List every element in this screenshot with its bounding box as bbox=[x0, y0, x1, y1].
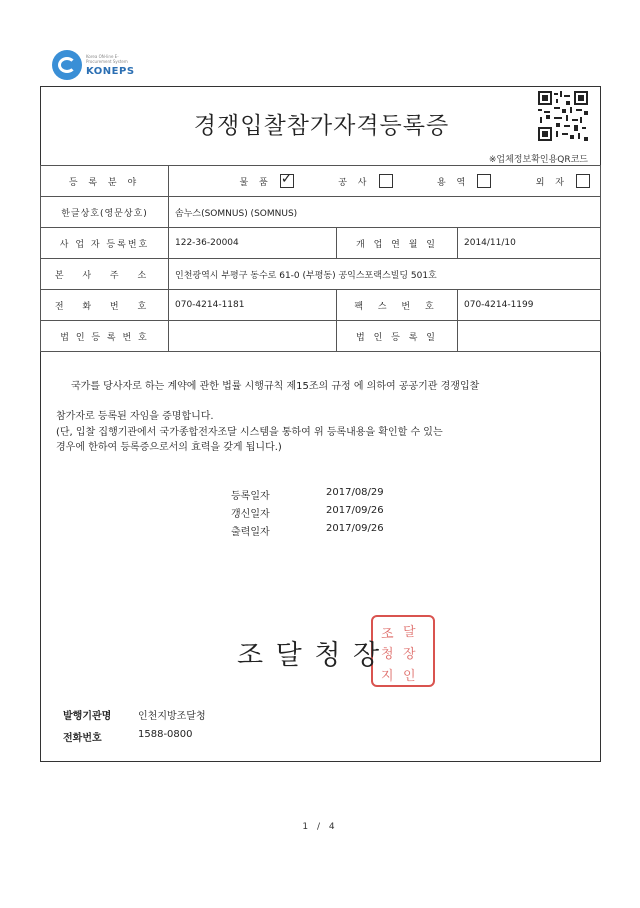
registration-info-table bbox=[40, 165, 601, 352]
logo-mark-icon bbox=[52, 50, 82, 80]
address-label: 본 사 주 소 bbox=[41, 259, 169, 290]
registered-date-value: 2017/08/29 bbox=[326, 487, 384, 498]
issuer-phone-label: 전화번호 bbox=[63, 733, 102, 744]
qr-code-icon bbox=[538, 91, 588, 141]
checkbox-empty-icon bbox=[477, 174, 491, 188]
option-construction[interactable] bbox=[338, 174, 392, 188]
renewed-date-label: 갱신일자 bbox=[231, 509, 270, 520]
logo-tagline: Korea ON-line E-Procurement System bbox=[86, 54, 128, 64]
koneps-logo bbox=[52, 46, 142, 86]
printed-date-value: 2017/09/26 bbox=[326, 523, 384, 534]
option-service-label: 용 역 bbox=[437, 177, 470, 188]
corp-reg-value bbox=[169, 321, 337, 352]
corp-date-label: 법 인 등 록 일 bbox=[337, 321, 458, 352]
table-row bbox=[41, 197, 601, 228]
option-foreign[interactable] bbox=[536, 174, 590, 188]
checkbox-empty-icon bbox=[379, 174, 393, 188]
option-construction-label: 공 사 bbox=[338, 177, 371, 188]
printed-date-label: 출력일자 bbox=[231, 527, 270, 538]
table-row bbox=[41, 290, 601, 321]
certificate-frame bbox=[40, 86, 601, 762]
corp-reg-label: 법 인 등 록 번 호 bbox=[41, 321, 169, 352]
biz-reg-label: 사 업 자 등록번호 bbox=[41, 228, 169, 259]
category-label: 등 록 분 야 bbox=[41, 166, 169, 197]
phone-value: 070-4214-1181 bbox=[169, 290, 337, 321]
official-seal-icon: 조 달 청 장 지 인 bbox=[371, 615, 435, 687]
logo-name: KONEPS bbox=[86, 66, 135, 77]
registered-date-label: 등록일자 bbox=[231, 491, 270, 502]
table-row bbox=[41, 228, 601, 259]
fax-label: 팩 스 번 호 bbox=[337, 290, 458, 321]
statement-line-3: (단, 입찰 집행기관에서 국가종합전자조달 시스템을 통하여 위 등록내용을 확인할 수 있는 bbox=[56, 427, 443, 438]
table-row bbox=[41, 321, 601, 352]
company-name-label: 한글상호(영문상호) bbox=[41, 197, 169, 228]
option-service[interactable] bbox=[437, 174, 491, 188]
issuing-agency-value: 인천지방조달청 bbox=[138, 711, 206, 722]
statement-line-1: 국가를 당사자로 하는 계약에 관한 법률 시행규칙 제15조의 규정 에 의하여 공공기관 경쟁입찰 bbox=[71, 381, 480, 392]
category-options bbox=[169, 166, 601, 197]
issuing-agency-label: 발행기관명 bbox=[63, 711, 112, 722]
option-goods[interactable] bbox=[240, 174, 294, 188]
statement-line-4: 경우에 한하여 등록증으로서의 효력을 갖게 됩니다.) bbox=[56, 442, 282, 453]
renewed-date-value: 2017/09/26 bbox=[326, 505, 384, 516]
option-foreign-label: 외 자 bbox=[535, 177, 568, 188]
open-date-value: 2014/11/10 bbox=[458, 228, 601, 259]
table-row bbox=[41, 259, 601, 290]
fax-value: 070-4214-1199 bbox=[458, 290, 601, 321]
biz-reg-value: 122-36-20004 bbox=[169, 228, 337, 259]
page-indicator: 1 / 4 bbox=[302, 822, 338, 832]
company-name-value: 솜누스(SOMNUS) (SOMNUS) bbox=[169, 197, 601, 228]
statement-line-2: 참가자로 등록된 자임을 증명합니다. bbox=[56, 411, 214, 422]
document-title: 경쟁입찰참가자격등록증 bbox=[193, 113, 450, 139]
table-row bbox=[41, 166, 601, 197]
checkbox-checked-icon bbox=[280, 174, 294, 188]
phone-label: 전 화 번 호 bbox=[41, 290, 169, 321]
address-value: 인천광역시 부평구 동수로 61-0 (부평동) 공익스포랙스빌딩 501호 bbox=[169, 259, 601, 290]
issuer-name: 조 달 청 장 bbox=[237, 640, 382, 671]
issuer-phone-value: 1588-0800 bbox=[138, 729, 193, 740]
open-date-label: 개 업 연 월 일 bbox=[337, 228, 458, 259]
corp-date-value bbox=[458, 321, 601, 352]
option-goods-label: 물 품 bbox=[239, 177, 272, 188]
qr-note: ※업체정보확인용QR코드 bbox=[488, 155, 588, 165]
checkbox-empty-icon bbox=[576, 174, 590, 188]
